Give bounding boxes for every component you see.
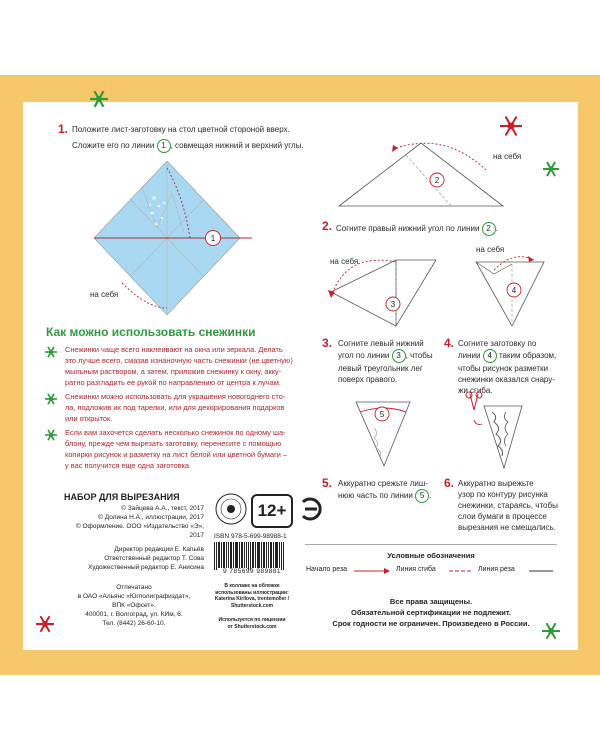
step-2-number: 2. (322, 219, 333, 233)
imprint-editors: Директор редакции Е. Капьёв Ответственный редактор Т. Сова Художественный редактор Е. Анисина (88, 546, 204, 571)
step-1-line-2-start: Сложите его по линии (72, 141, 155, 151)
fold-line-sample-icon (448, 566, 474, 576)
red-snowflake-icon (498, 113, 524, 139)
imprint-printing: Отпечатано в ОАО «Альянс «Югполиграфиздат», ВПК «Офсет». 400001, г. Волгоград, ул. КИм, 6. Тел. (8442) 26-60-10. (77, 584, 191, 627)
step-1-folded-direction: на себя (493, 152, 522, 161)
svg-text:5: 5 (379, 410, 385, 419)
step-2-text-start: Согните правый нижний угол по линии (336, 224, 480, 234)
legend-divider (305, 544, 557, 545)
green-snowflake-bullet-icon (44, 345, 58, 359)
imprint-credits: © Зайцева А.А., текст, 2017 © Долина Н.А., иллюстрации, 2017 © Оформление. ООО «Издательство «Э», 2017 (75, 505, 204, 539)
step-3-fold-direction: на себя (330, 257, 359, 266)
legend-fold-line: Линия сгиба (396, 566, 436, 573)
step-1-line-2-end: , совмещая нижний и верхний углы. (170, 141, 304, 151)
step-4-line-2-start: линии (458, 351, 481, 361)
step-4-line-4: снежинки оказался снару- (458, 375, 555, 384)
step-2-text-end: . (495, 224, 498, 234)
svg-text:1: 1 (210, 234, 216, 243)
step-1-fold-direction: на себя (90, 290, 119, 299)
step-5-line-2-start: нюю часть по линии (338, 491, 413, 501)
step-3-line-2-end: , чтобы (405, 351, 433, 361)
step-4-line-5: жи сгиба. (458, 386, 493, 395)
step-6-number: 6. (444, 476, 455, 490)
cover-illustration-note: В коллаже на обложке использованы иллюстрации: Katerina Kirilova, trentemoller / Shutterstock.com (214, 583, 290, 609)
fold-line-marker: 3 (392, 349, 406, 363)
step-6-diagram (460, 390, 540, 472)
svg-text:2: 2 (434, 176, 440, 185)
step-3-diagram-marker: 3 (390, 300, 396, 309)
green-snowflake-bullet-icon (44, 428, 58, 442)
fold-line-marker: 1 (157, 139, 171, 153)
step-6-line-4: слои бумаги в процессе (458, 512, 547, 521)
isbn: ISBN 978-5-699-98988-1 (214, 533, 287, 540)
usage-bullet-3: Если вам захочется сделать несколько снежинок по одному ша- блону, прежде чем вырезать заготовку, перенесите с помощью копирки рисунок и разметку на лист белой или цветной бумаги – у вас получится еще одна заготовка. (65, 428, 287, 470)
step-3-text (338, 338, 448, 385)
step-1-text (72, 124, 312, 153)
step-4-line-3: чтобы рисунок разметки (458, 364, 549, 373)
fold-line-marker: 4 (483, 349, 497, 363)
red-snowflake-icon (34, 613, 56, 635)
step-6-line-2: узор по контуру рисунка (458, 490, 548, 499)
step-4-line-1: Согните заготовку по (458, 339, 537, 348)
usage-bullet-2: Снежинки можно использовать для украшения новогоднего сто- ла, подложив их под тарелки, или для декорирования подарков или открыток. (65, 392, 286, 423)
green-snowflake-icon (541, 159, 561, 179)
license-note: Используется по лицензии от Shutterstock.com (218, 617, 286, 630)
step-6-line-1: Аккуратно вырежьте (458, 479, 534, 488)
step-4-text (458, 338, 568, 396)
imprint-title: НАБОР ДЛЯ ВЫРЕЗАНИЯ (64, 492, 180, 502)
step-6-text (458, 478, 573, 533)
step-3-line-2-start: угол по линии (338, 351, 390, 361)
usage-bullet-1: Снежинки чаще всего наклеивают на окна или зеркала. Делать это лучше всего, смазав изнаночную часть снежинки (не цветную) мыльным раствором, а затем, приложив снежинку к окну, акку- ратно разгладить ее рукой по направлению от центра к лучам. (65, 345, 293, 387)
step-2-text (336, 222, 556, 236)
step-1-line-1: Положите лист-заготовку на стол цветной стороной вверх. (72, 125, 290, 134)
step-3-number: 3. (322, 336, 333, 350)
step-4-fold-direction: на себя (476, 245, 505, 254)
step-5-diagram (354, 398, 414, 468)
step-5-text (338, 478, 448, 503)
step-1-number: 1. (58, 122, 69, 136)
age-rating-badge: 12+ (251, 494, 293, 528)
step-1-folded-diagram (336, 140, 506, 212)
step-4-line-2-end: таким образом, (498, 351, 557, 361)
step-6-line-5: вырезания не смещались. (458, 523, 556, 532)
legend-cut-start: Начало реза (306, 566, 348, 573)
legend-title: Условные обозначения (387, 551, 475, 560)
step-6-line-3: снежинки, стараясь, чтобы (458, 501, 558, 510)
rights-notice: Все права защищены. Обязательной сертификации не подлежит. Срок годности не ограничен. Произведено в России. (332, 597, 530, 628)
step-5-line-2-end: . (429, 491, 432, 501)
certification-seal-icon (214, 492, 248, 526)
cut-line-marker: 5 (415, 489, 429, 503)
green-snowflake-bullet-icon (44, 392, 58, 406)
step-5-line-1: Аккуратно срежьте лиш- (338, 479, 428, 488)
cut-start-arrow-icon (352, 566, 392, 576)
step-3-line-1: Согните левый нижний (338, 339, 424, 348)
step-4-diagram (474, 252, 554, 332)
step-5-number: 5. (322, 476, 333, 490)
fold-line-marker: 2 (482, 222, 496, 236)
cut-line-sample-icon (528, 566, 554, 576)
barcode-digits: 9 785699 989881 (222, 568, 282, 575)
legend-cut-line: Линия реза (478, 566, 515, 573)
step-3-line-4: поверх правого. (338, 375, 398, 384)
publisher-logo-icon (295, 494, 325, 524)
step-4-number: 4. (444, 336, 455, 350)
usage-title: Как можно использовать снежинки (46, 325, 256, 339)
step-3-line-3: левый треугольник лег (338, 364, 423, 373)
step-3-diagram (326, 252, 446, 332)
svg-text:4: 4 (511, 286, 517, 295)
green-snowflake-icon (88, 88, 110, 110)
